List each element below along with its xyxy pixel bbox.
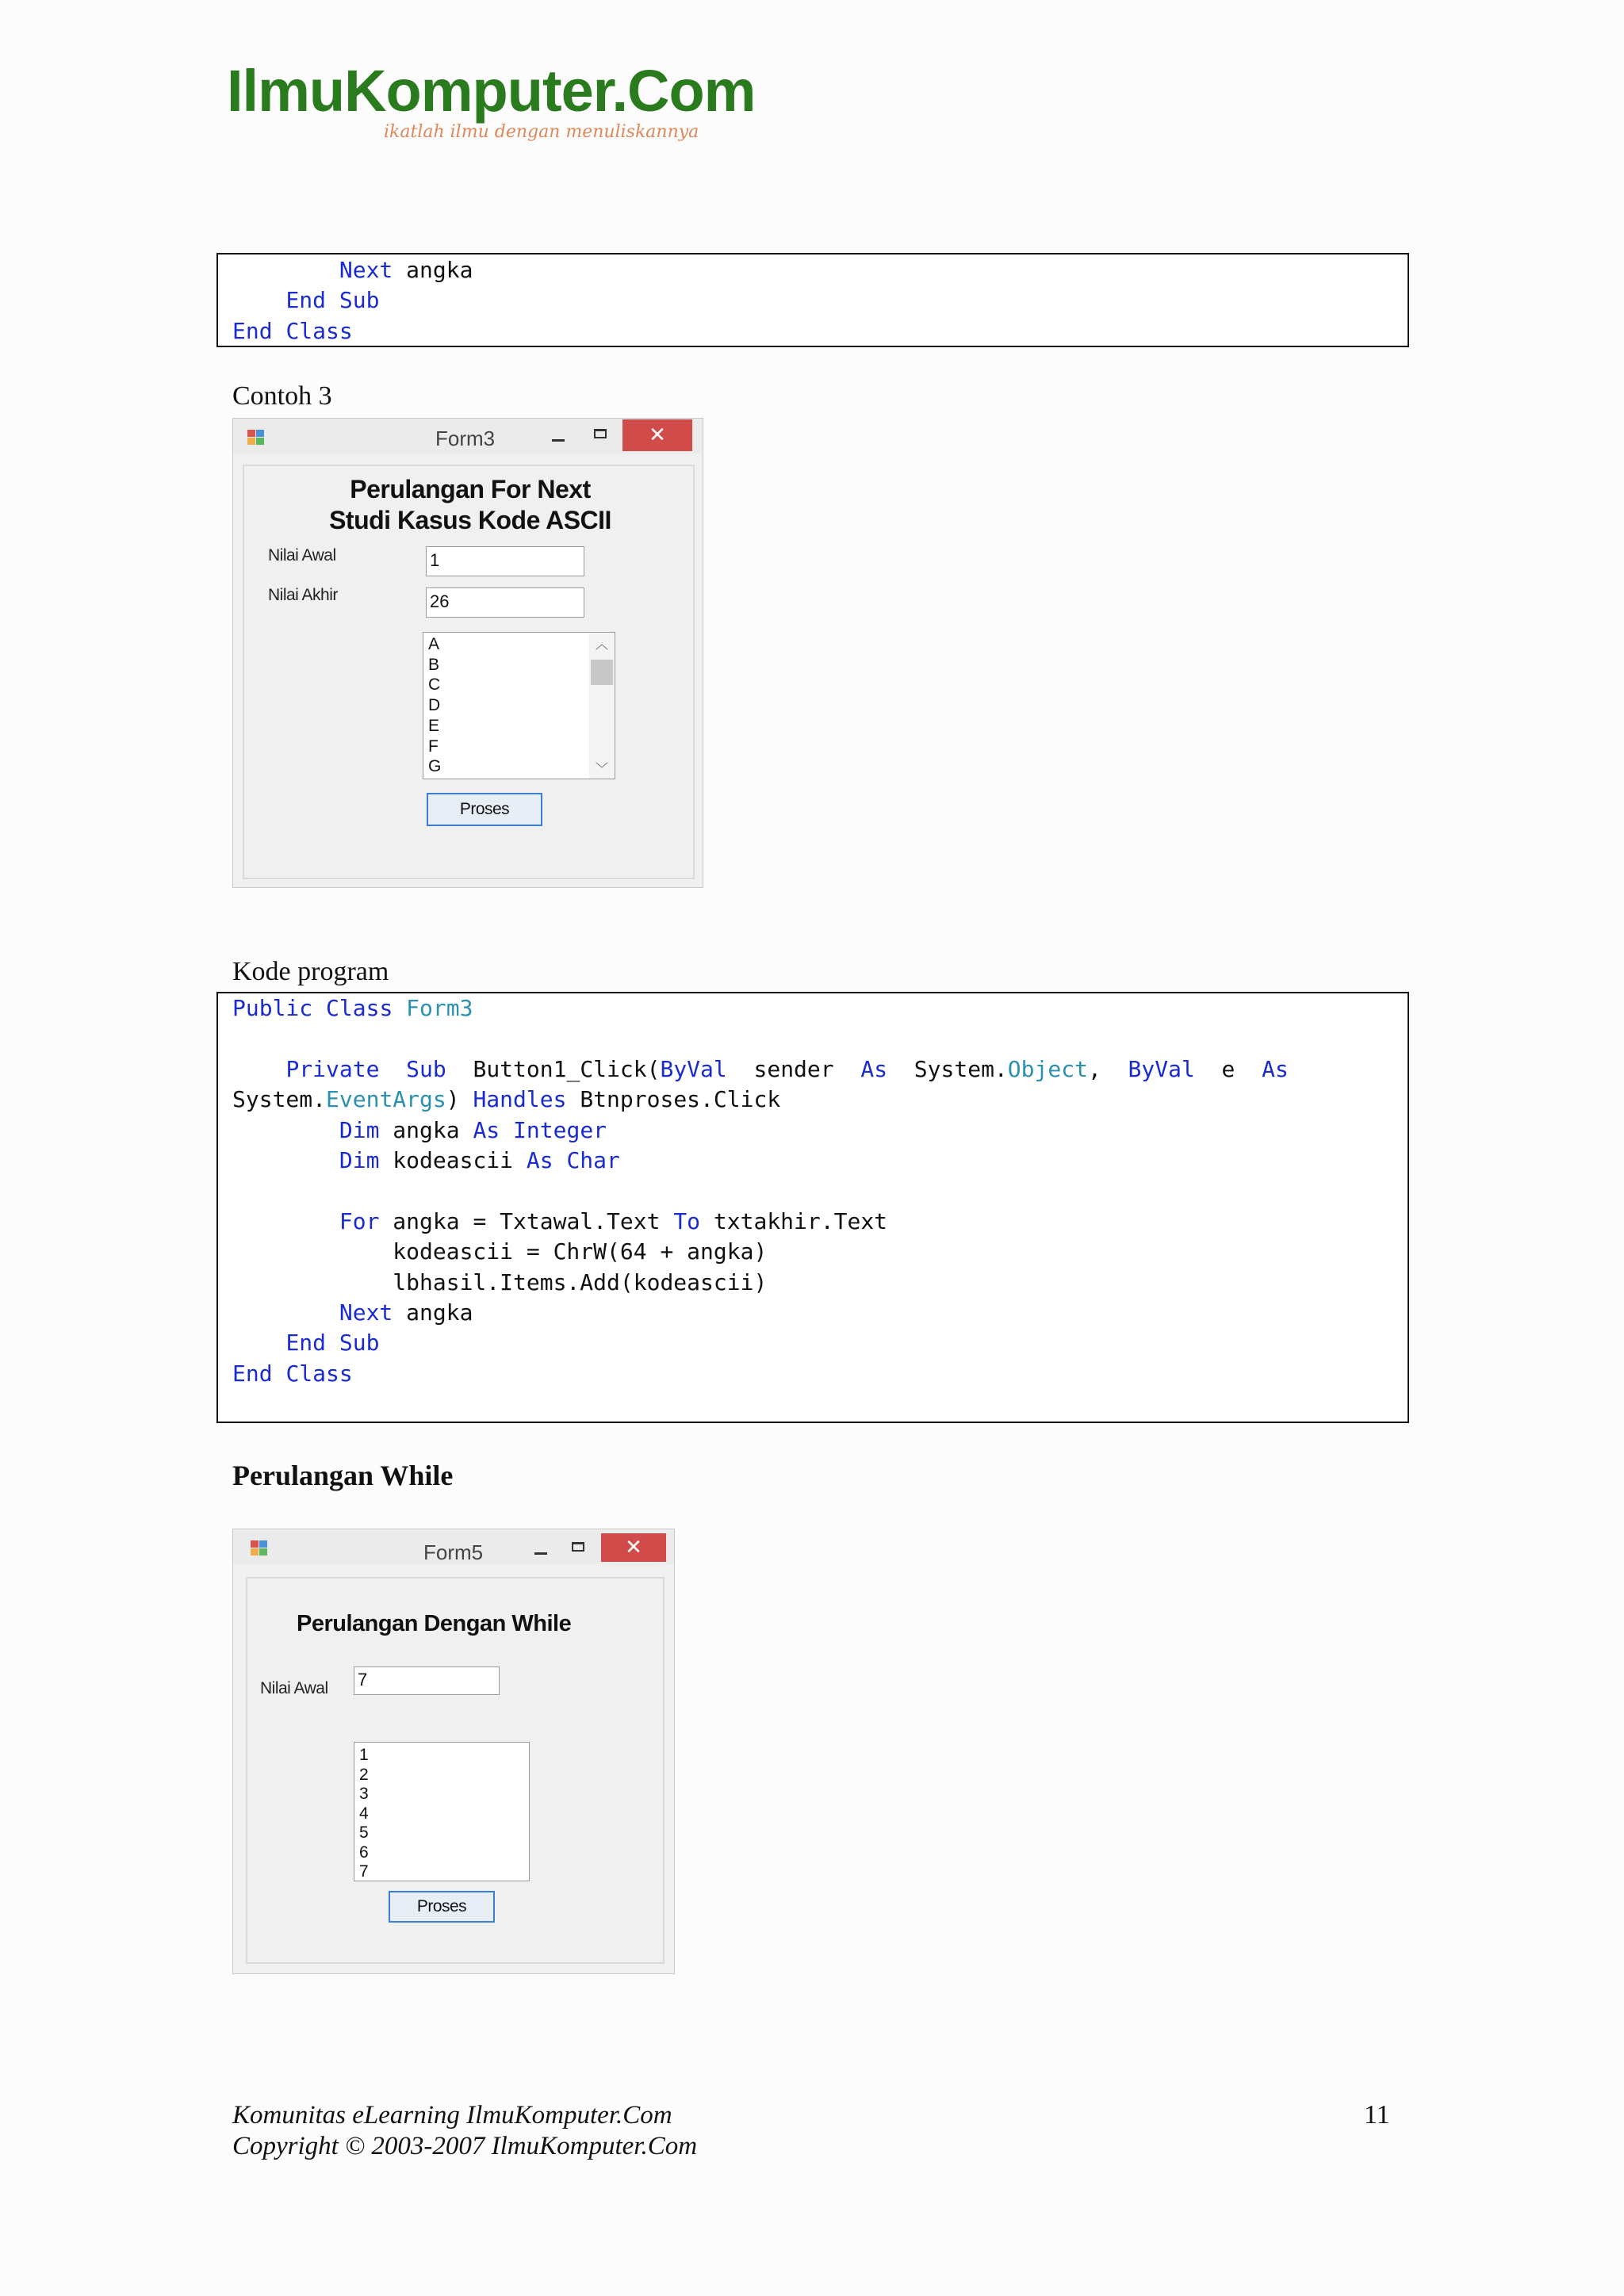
list-item[interactable]: 1 [359, 1746, 369, 1764]
code-text: kodeascii = ChrW(64 + angka) [232, 1238, 768, 1265]
page-number: 11 [1364, 2100, 1390, 2130]
proses-button[interactable]: Proses [427, 793, 542, 826]
form3-window [232, 418, 703, 888]
form3-titlebar [233, 419, 703, 453]
list-item[interactable]: 6 [359, 1843, 369, 1862]
code-keyword: Integer [513, 1116, 607, 1143]
code-text [273, 318, 286, 344]
code-keyword: Next [339, 257, 393, 283]
code-text [500, 1117, 513, 1143]
code-line [232, 1117, 607, 1143]
code-line [232, 1147, 620, 1173]
list-item[interactable]: 7 [359, 1862, 369, 1881]
minimize-icon[interactable] [534, 1552, 547, 1555]
code-keyword: Next [339, 1299, 393, 1326]
maximize-icon[interactable] [594, 429, 607, 438]
code-keyword: Char [566, 1147, 620, 1174]
code-line [232, 1360, 353, 1387]
list-item[interactable]: 4 [359, 1804, 369, 1823]
perulangan-while-heading: Perulangan While [232, 1460, 454, 1491]
list-item[interactable]: D [428, 696, 441, 715]
contoh-3-label: Contoh 3 [232, 381, 332, 411]
code-line [232, 995, 473, 1021]
form3-heading-line2: Studi Kasus Kode ASCII [329, 506, 611, 534]
nilai-awal-input[interactable]: 1 [426, 546, 584, 576]
code-keyword: Sub [339, 287, 380, 314]
code-text [232, 1147, 339, 1173]
scroll-down-icon[interactable]: ﹀ [595, 761, 608, 776]
code-text: Btnproses.Click [566, 1086, 781, 1113]
code-text: , [1087, 1055, 1128, 1082]
list-item[interactable]: B [428, 655, 440, 674]
form5-window [232, 1529, 675, 1974]
code-line [232, 1269, 767, 1295]
form5-heading: Perulangan Dengan While [297, 1611, 572, 1636]
code-text: sender [726, 1055, 861, 1082]
code-text: e [1194, 1055, 1262, 1082]
scroll-up-icon[interactable]: ︿ [595, 637, 608, 652]
code-type: Object [1007, 1055, 1088, 1082]
code-text [326, 1330, 339, 1356]
nilai-awal-input[interactable]: 7 [354, 1667, 500, 1695]
scroll-thumb[interactable] [591, 660, 613, 685]
code-text [232, 1117, 339, 1143]
list-item[interactable]: 5 [359, 1823, 369, 1842]
code-keyword: As [860, 1055, 888, 1082]
code-keyword: End [232, 317, 273, 344]
nilai-akhir-label: Nilai Akhir [268, 586, 338, 604]
list-item[interactable]: C [428, 675, 441, 695]
code-keyword: As [526, 1147, 553, 1174]
code-line [232, 1056, 1289, 1082]
code-line [232, 318, 353, 344]
app-icon [247, 430, 265, 446]
form3-client [243, 465, 695, 879]
code-line [232, 287, 379, 313]
code-text: angka [393, 1299, 473, 1326]
code-text: angka = Txtawal.Text [379, 1207, 674, 1234]
logo-domain: .Com [611, 58, 756, 124]
code-block-2 [232, 993, 1289, 1389]
code-text: angka [379, 1116, 473, 1143]
code-keyword: Public [232, 995, 313, 1021]
code-line [232, 1238, 767, 1265]
code-text: lbhasil.Items.Add(kodeascii) [232, 1269, 768, 1295]
list-item[interactable]: E [428, 716, 440, 735]
code-text [232, 287, 285, 313]
logo-name: IlmuKomputer [227, 58, 612, 124]
code-block-1 [232, 255, 473, 346]
code-keyword: End [285, 1330, 327, 1357]
code-box-2 [216, 992, 1409, 1423]
code-text: txtakhir.Text [700, 1207, 888, 1234]
code-text [379, 1056, 406, 1082]
code-keyword: Class [285, 317, 353, 344]
form3-heading [244, 474, 696, 536]
code-keyword: Class [285, 1360, 353, 1387]
code-text: System. [887, 1055, 1008, 1082]
code-keyword: Dim [339, 1147, 380, 1174]
code-keyword: ByVal [1128, 1055, 1195, 1082]
close-icon[interactable]: ✕ [601, 1533, 666, 1562]
code-keyword: Handles [473, 1086, 567, 1113]
code-text [326, 287, 339, 313]
nilai-akhir-input[interactable]: 26 [426, 587, 584, 618]
while-list-items [359, 1746, 369, 1881]
code-text [232, 1299, 339, 1326]
form3-title: Form3 [435, 427, 496, 450]
list-item[interactable]: 2 [359, 1765, 369, 1784]
list-item[interactable]: G [428, 757, 442, 776]
code-text [273, 1360, 286, 1387]
kode-program-label: Kode program [232, 957, 389, 986]
code-text [232, 1208, 339, 1234]
code-text: ) [446, 1086, 473, 1113]
code-keyword: ByVal [660, 1055, 727, 1082]
code-text: angka [393, 257, 473, 283]
maximize-icon[interactable] [572, 1542, 584, 1552]
nilai-awal-label: Nilai Awal [268, 546, 336, 564]
form5-client [246, 1577, 665, 1964]
listbox-scrollbar[interactable] [589, 633, 615, 779]
code-text: System. [232, 1086, 327, 1113]
logo [227, 58, 756, 124]
code-line [232, 1299, 473, 1326]
code-type: EventArgs [326, 1086, 446, 1113]
code-keyword: As [1262, 1055, 1289, 1082]
code-line [232, 1330, 379, 1356]
proses-button[interactable]: Proses [389, 1891, 495, 1923]
code-text [312, 995, 326, 1021]
close-icon[interactable]: ✕ [622, 419, 692, 451]
code-text [232, 257, 339, 283]
footer-community: Komunitas eLearning IlmuKomputer.Com [232, 2101, 672, 2130]
code-keyword: End [232, 1360, 273, 1387]
code-text [232, 1056, 285, 1082]
code-keyword: End [285, 287, 327, 314]
code-keyword: Private [285, 1055, 380, 1082]
list-item[interactable]: F [428, 737, 439, 756]
list-item[interactable]: A [428, 635, 440, 653]
code-text: kodeascii [379, 1147, 527, 1174]
list-item[interactable]: 3 [359, 1785, 369, 1803]
code-keyword: Sub [339, 1330, 380, 1357]
form5-title: Form5 [423, 1540, 484, 1564]
app-icon [251, 1540, 268, 1556]
code-text: Button1_Click( [446, 1055, 661, 1082]
code-line [232, 1208, 887, 1234]
logo-tagline: ikatlah ilmu dengan menuliskannya [384, 122, 699, 142]
minimize-icon[interactable] [552, 439, 565, 442]
footer-copyright: Copyright © 2003-2007 IlmuKomputer.Com [232, 2132, 698, 2160]
form3-heading-line1: Perulangan For Next [350, 475, 591, 503]
hasil-list-items [428, 634, 441, 777]
form5-titlebar [233, 1529, 674, 1564]
footer-text [232, 2100, 697, 2162]
code-keyword: Dim [339, 1116, 380, 1143]
code-box-1 [216, 253, 1409, 347]
code-keyword: Sub [406, 1055, 446, 1082]
code-line [232, 1086, 780, 1112]
code-line [232, 257, 473, 283]
code-keyword: As [473, 1116, 500, 1143]
nilai-awal-label: Nilai Awal [260, 1679, 328, 1697]
while-listbox[interactable] [354, 1742, 530, 1881]
hasil-listbox[interactable] [423, 632, 615, 779]
code-keyword: To [673, 1207, 701, 1234]
code-text [232, 1330, 285, 1356]
code-keyword: Class [326, 995, 393, 1021]
code-keyword: For [339, 1207, 380, 1234]
code-type: Form3 [406, 995, 473, 1021]
code-text [553, 1147, 567, 1173]
code-text [393, 995, 406, 1021]
